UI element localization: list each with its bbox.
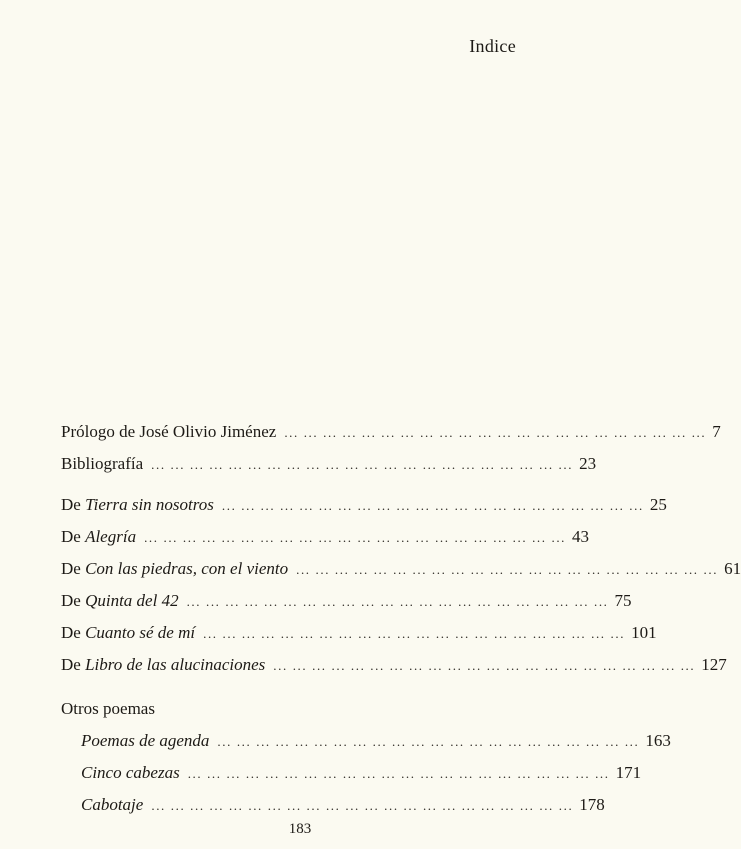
toc-entry-title: Cuanto sé de mí [85, 623, 196, 642]
toc-entry-page: 171 [615, 763, 642, 782]
toc-entry-prefix: De [61, 527, 81, 546]
toc-entry-prefix: De [61, 495, 81, 514]
toc-entry-page: 61 [724, 559, 741, 578]
toc-entry-title: Prólogo de José Olivio Jiménez [61, 422, 277, 441]
toc-entry-title: Alegría [85, 527, 137, 546]
toc-entry-con-las-piedras [61, 557, 741, 589]
toc-entry-prologo [61, 420, 721, 452]
toc-entry-page: 101 [631, 623, 657, 642]
toc-entry-page: 163 [645, 731, 671, 750]
toc-entry-tierra-sin-nosotros [61, 493, 667, 525]
toc-entry-poemas-de-agenda [61, 729, 671, 761]
dot-leader: ... ... ... ... ... ... ... ... ... ... ... ... ... ... ... ... ... ... ... ... ... ... [151, 798, 574, 813]
toc-entry-title: Cabotaje [81, 795, 144, 814]
toc-entry-prefix: De [61, 623, 81, 642]
toc-entry-cuanto-se-de-mi [61, 621, 657, 653]
dot-leader: ... ... ... ... ... ... ... ... ... ... ... ... ... ... ... ... ... ... ... ... ... ... [296, 562, 719, 577]
dot-leader: ... ... ... ... ... ... ... ... ... ... ... ... ... ... ... ... ... ... ... ... ... ... [203, 626, 626, 641]
page-title: Indice [469, 36, 516, 56]
dot-leader: ... ... ... ... ... ... ... ... ... ... ... ... ... ... ... ... ... ... ... ... ... ... [151, 457, 574, 472]
dot-leader: ... ... ... ... ... ... ... ... ... ... ... ... ... ... ... ... ... ... ... ... ... ... [217, 734, 640, 749]
dot-leader: ... ... ... ... ... ... ... ... ... ... ... ... ... ... ... ... ... ... ... ... ... ... [186, 594, 609, 609]
toc-entry-page: 127 [701, 655, 727, 674]
toc-entry-page: 43 [572, 527, 590, 546]
toc-entry-title: Libro de las alucinaciones [85, 655, 266, 674]
toc-entry-title: Poemas de agenda [81, 731, 210, 750]
toc-entry-page: 7 [712, 422, 721, 441]
dot-leader: ... ... ... ... ... ... ... ... ... ... ... ... ... ... ... ... ... ... ... ... ... ... [144, 530, 567, 545]
toc-entry-title: Quinta del 42 [85, 591, 179, 610]
toc-entry-page: 23 [579, 454, 597, 473]
dot-leader: ... ... ... ... ... ... ... ... ... ... ... ... ... ... ... ... ... ... ... ... ... ... [221, 498, 644, 513]
toc-entry-cinco-cabezas [61, 761, 642, 793]
toc-entry-prefix: De [61, 655, 81, 674]
dot-leader: ... ... ... ... ... ... ... ... ... ... ... ... ... ... ... ... ... ... ... ... ... ... [273, 658, 696, 673]
toc-entry-quinta-del-42 [61, 589, 632, 621]
toc-entry-title: Bibliografía [61, 454, 144, 473]
toc-entry-bibliografia [61, 452, 597, 484]
section-heading-otros-poemas: Otros poemas [61, 699, 155, 718]
dot-leader: ... ... ... ... ... ... ... ... ... ... ... ... ... ... ... ... ... ... ... ... ... ... [284, 425, 707, 440]
toc-entry-prefix: De [61, 591, 81, 610]
toc-entry-title: Tierra sin nosotros [85, 495, 214, 514]
toc-entry-page: 75 [614, 591, 632, 610]
toc-entry-title: Cinco cabezas [81, 763, 180, 782]
toc-entry-libro-de-las-alucinaciones [61, 653, 727, 685]
page-number: 183 [288, 821, 312, 837]
toc-entry-page: 178 [579, 795, 605, 814]
toc-entry-alegria [61, 525, 590, 557]
table-of-contents [61, 420, 741, 825]
toc-entry-title: Con las piedras, con el viento [85, 559, 289, 578]
dot-leader: ... ... ... ... ... ... ... ... ... ... ... ... ... ... ... ... ... ... ... ... ... ... [187, 766, 610, 781]
toc-entry-prefix: De [61, 559, 81, 578]
toc-entry-page: 25 [649, 495, 667, 514]
